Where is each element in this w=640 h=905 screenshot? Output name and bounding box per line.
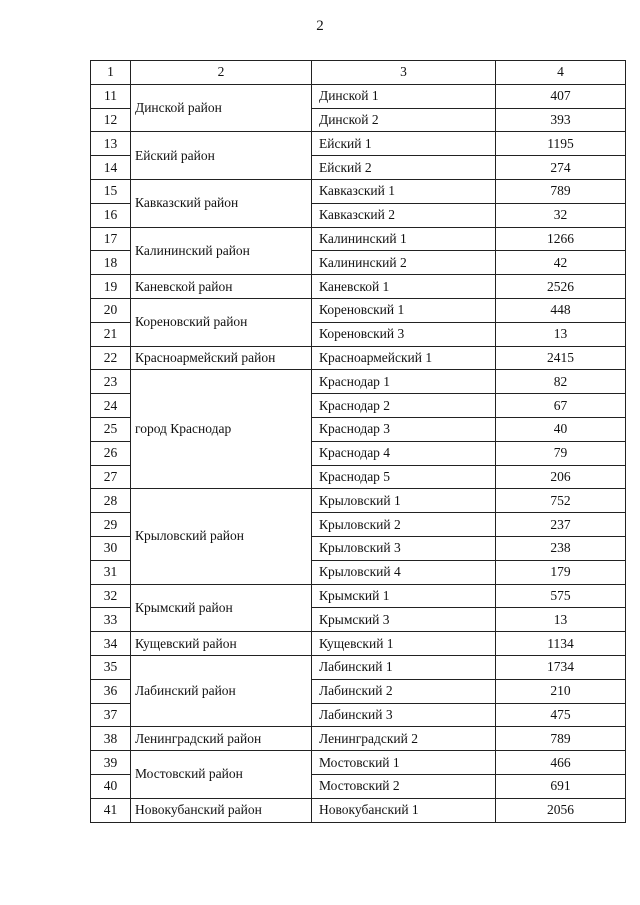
header-col-3: 3 — [312, 61, 496, 85]
row-number-cell: 12 — [91, 108, 131, 132]
value-cell: 13 — [496, 322, 626, 346]
row-number-cell: 29 — [91, 513, 131, 537]
value-cell: 1266 — [496, 227, 626, 251]
value-cell: 82 — [496, 370, 626, 394]
header-col-4: 4 — [496, 61, 626, 85]
district-cell: Ейский район — [131, 132, 312, 180]
subdivision-name-cell: Краснодар 3 — [312, 417, 496, 441]
district-cell: Калининский район — [131, 227, 312, 275]
value-cell: 691 — [496, 774, 626, 798]
table-row — [91, 584, 626, 608]
subdivision-name-cell: Кавказский 1 — [312, 179, 496, 203]
value-cell: 274 — [496, 156, 626, 180]
subdivision-name-cell: Мостовский 2 — [312, 774, 496, 798]
subdivision-name-cell: Краснодар 2 — [312, 394, 496, 418]
row-number-cell: 30 — [91, 536, 131, 560]
value-cell: 407 — [496, 84, 626, 108]
table-row — [91, 489, 626, 513]
district-cell: Кущевский район — [131, 632, 312, 656]
subdivision-name-cell: Краснодар 4 — [312, 441, 496, 465]
district-cell: Крымский район — [131, 584, 312, 632]
value-cell: 238 — [496, 536, 626, 560]
subdivision-name-cell: Калининский 1 — [312, 227, 496, 251]
table-row — [91, 132, 626, 156]
value-cell: 575 — [496, 584, 626, 608]
district-cell: Лабинский район — [131, 655, 312, 726]
subdivision-name-cell: Краснодар 1 — [312, 370, 496, 394]
district-cell: Ленинградский район — [131, 727, 312, 751]
subdivision-name-cell: Динской 2 — [312, 108, 496, 132]
value-cell: 1195 — [496, 132, 626, 156]
value-cell: 67 — [496, 394, 626, 418]
subdivision-name-cell: Ленинградский 2 — [312, 727, 496, 751]
subdivision-name-cell: Красноармейский 1 — [312, 346, 496, 370]
row-number-cell: 32 — [91, 584, 131, 608]
value-cell: 789 — [496, 727, 626, 751]
row-number-cell: 14 — [91, 156, 131, 180]
value-cell: 13 — [496, 608, 626, 632]
row-number-cell: 21 — [91, 322, 131, 346]
row-number-cell: 13 — [91, 132, 131, 156]
table-row — [91, 632, 626, 656]
subdivision-name-cell: Кавказский 2 — [312, 203, 496, 227]
district-cell: Крыловский район — [131, 489, 312, 584]
value-cell: 179 — [496, 560, 626, 584]
row-number-cell: 35 — [91, 655, 131, 679]
value-cell: 789 — [496, 179, 626, 203]
value-cell: 42 — [496, 251, 626, 275]
district-cell: Кавказский район — [131, 179, 312, 227]
value-cell: 206 — [496, 465, 626, 489]
district-cell: Кореновский район — [131, 298, 312, 346]
row-number-cell: 25 — [91, 417, 131, 441]
header-col-2: 2 — [131, 61, 312, 85]
row-number-cell: 34 — [91, 632, 131, 656]
district-cell: город Краснодар — [131, 370, 312, 489]
subdivision-name-cell: Новокубанский 1 — [312, 798, 496, 822]
subdivision-name-cell: Крыловский 4 — [312, 560, 496, 584]
table-row — [91, 655, 626, 679]
district-cell: Мостовский район — [131, 751, 312, 799]
row-number-cell: 19 — [91, 275, 131, 299]
header-col-1: 1 — [91, 61, 131, 85]
value-cell: 40 — [496, 417, 626, 441]
row-number-cell: 33 — [91, 608, 131, 632]
row-number-cell: 24 — [91, 394, 131, 418]
value-cell: 1134 — [496, 632, 626, 656]
subdivision-name-cell: Калининский 2 — [312, 251, 496, 275]
subdivision-name-cell: Каневской 1 — [312, 275, 496, 299]
table-row — [91, 84, 626, 108]
table-header-row — [91, 61, 626, 85]
table-row — [91, 751, 626, 775]
value-cell: 2056 — [496, 798, 626, 822]
table-row — [91, 179, 626, 203]
table-row — [91, 727, 626, 751]
district-table — [90, 60, 626, 823]
subdivision-name-cell: Кущевский 1 — [312, 632, 496, 656]
value-cell: 475 — [496, 703, 626, 727]
value-cell: 32 — [496, 203, 626, 227]
subdivision-name-cell: Крымский 1 — [312, 584, 496, 608]
row-number-cell: 38 — [91, 727, 131, 751]
subdivision-name-cell: Лабинский 3 — [312, 703, 496, 727]
subdivision-name-cell: Краснодар 5 — [312, 465, 496, 489]
value-cell: 79 — [496, 441, 626, 465]
row-number-cell: 22 — [91, 346, 131, 370]
subdivision-name-cell: Крыловский 2 — [312, 513, 496, 537]
value-cell: 393 — [496, 108, 626, 132]
subdivision-name-cell: Мостовский 1 — [312, 751, 496, 775]
row-number-cell: 17 — [91, 227, 131, 251]
row-number-cell: 20 — [91, 298, 131, 322]
row-number-cell: 15 — [91, 179, 131, 203]
value-cell: 1734 — [496, 655, 626, 679]
value-cell: 2415 — [496, 346, 626, 370]
row-number-cell: 36 — [91, 679, 131, 703]
value-cell: 237 — [496, 513, 626, 537]
page-number: 2 — [316, 18, 324, 34]
table-row — [91, 346, 626, 370]
subdivision-name-cell: Кореновский 1 — [312, 298, 496, 322]
subdivision-name-cell: Кореновский 3 — [312, 322, 496, 346]
row-number-cell: 11 — [91, 84, 131, 108]
row-number-cell: 39 — [91, 751, 131, 775]
table-row — [91, 275, 626, 299]
district-cell: Красноармейский район — [131, 346, 312, 370]
row-number-cell: 27 — [91, 465, 131, 489]
district-cell: Новокубанский район — [131, 798, 312, 822]
row-number-cell: 41 — [91, 798, 131, 822]
row-number-cell: 40 — [91, 774, 131, 798]
row-number-cell: 18 — [91, 251, 131, 275]
table-body — [91, 61, 626, 823]
table-row — [91, 227, 626, 251]
value-cell: 466 — [496, 751, 626, 775]
value-cell: 752 — [496, 489, 626, 513]
value-cell: 448 — [496, 298, 626, 322]
row-number-cell: 16 — [91, 203, 131, 227]
subdivision-name-cell: Лабинский 2 — [312, 679, 496, 703]
row-number-cell: 31 — [91, 560, 131, 584]
table-row — [91, 798, 626, 822]
district-cell: Динской район — [131, 84, 312, 132]
subdivision-name-cell: Крыловский 1 — [312, 489, 496, 513]
subdivision-name-cell: Лабинский 1 — [312, 655, 496, 679]
subdivision-name-cell: Ейский 2 — [312, 156, 496, 180]
district-cell: Каневской район — [131, 275, 312, 299]
table-row — [91, 298, 626, 322]
value-cell: 210 — [496, 679, 626, 703]
row-number-cell: 37 — [91, 703, 131, 727]
subdivision-name-cell: Ейский 1 — [312, 132, 496, 156]
subdivision-name-cell: Крыловский 3 — [312, 536, 496, 560]
row-number-cell: 23 — [91, 370, 131, 394]
table-row — [91, 370, 626, 394]
subdivision-name-cell: Крымский 3 — [312, 608, 496, 632]
row-number-cell: 28 — [91, 489, 131, 513]
subdivision-name-cell: Динской 1 — [312, 84, 496, 108]
row-number-cell: 26 — [91, 441, 131, 465]
value-cell: 2526 — [496, 275, 626, 299]
